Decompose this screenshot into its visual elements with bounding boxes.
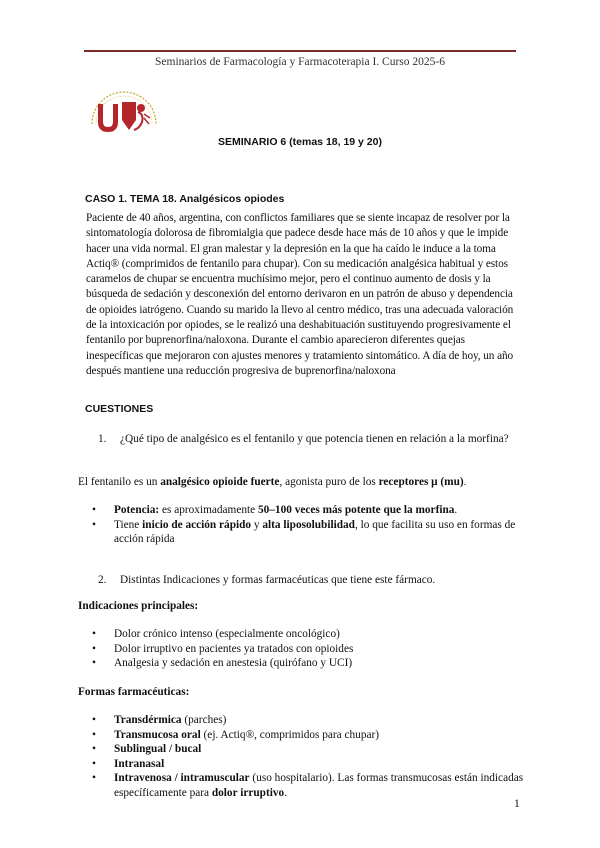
bold-run: receptores μ (mu) <box>378 476 464 488</box>
bold-run: Transmucosa oral <box>114 728 201 741</box>
list-item <box>114 713 524 728</box>
list-item <box>114 771 524 800</box>
text-run: Tiene <box>114 518 143 531</box>
text-run: . <box>454 504 458 516</box>
question-text: Distintas Indicaciones y formas farmacéuticas que tiene este fármaco. <box>120 574 436 586</box>
case-title: CASO 1. TEMA 18. Analgésicos opiodes <box>85 193 285 205</box>
text-run: (ej. Actiq®, comprimidos para chupar) <box>200 728 380 741</box>
text-run: . <box>463 476 467 488</box>
bold-run: Potencia: <box>114 504 160 516</box>
bold-run: analgésico opioide fuerte <box>160 476 280 488</box>
text-run: es aproximadamente <box>159 504 258 516</box>
text-run: (uso hospitalario). Las formas transmucosas están indicadas específicamente para <box>114 772 524 799</box>
formas-heading: Formas farmacéuticas: <box>78 686 190 698</box>
question-text: ¿Qué tipo de analgésico es el fentanilo y que potencia tienen en relación a la morfina? <box>120 433 509 445</box>
header-rule <box>84 50 516 52</box>
indicaciones-heading: Indicaciones principales: <box>78 600 199 612</box>
bold-run: Intranasal <box>114 757 165 770</box>
text-run: . <box>284 786 287 799</box>
text-run: y <box>251 518 263 531</box>
list-item <box>114 518 524 547</box>
seminar-title: SEMINARIO 6 (temas 18, 19 y 20) <box>218 136 382 148</box>
bold-run: inicio de acción rápido <box>142 518 252 531</box>
list-item <box>114 757 524 772</box>
text-run: , agonista puro de los <box>279 476 379 488</box>
formas-list <box>114 713 524 801</box>
list-item: • Dolor irruptivo en pacientes ya tratados con opioides <box>114 642 524 657</box>
answer-1-paragraph <box>78 476 518 488</box>
text-run: , lo que facilita su uso en formas de acción rápida <box>114 518 516 546</box>
indicaciones-list <box>114 627 524 671</box>
answer-1-bullets <box>114 503 524 547</box>
list-item: • Dolor crónico intenso (especialmente oncológico) <box>114 627 524 642</box>
university-logo <box>86 84 162 136</box>
list-item <box>114 503 524 518</box>
list-item: • Analgesia y sedación en anestesia (quirófano y UCI) <box>114 656 524 671</box>
text-run: (parches) <box>181 714 227 726</box>
list-item <box>114 728 524 743</box>
case-description: Paciente de 40 años, argentina, con conflictos familiares que se siente incapaz de resolver por la sintomatología dolorosa de fibromialgia que padece desde hace más de 10 años y que le impide hacer una vida normal. El gran malestar y la depresión en la que ha caído le induce a la toma Actiq® (comprimidos de fentanilo para chupar). Con su medicación analgésica habitual y estos caramelos de chupar se encuentra muchísimo mejor, pero el continuo aumento de dosis y la búsqueda de sedación y desconexión del entorno derivaron en un patrón de abuso y dependencia de opioides iatrógeno. Cuando su marido la llevo al centro médico, tras una adecuada valoración de la intoxicación por opiodes, se le realizó una deshabituación sustituyendo progresivamente el fentanilo por buprenorfina/naloxona. Durante el cambio aparecieron diferentes quejas inespecíficas que mejoraron con ajustes menores y tratamiento sintomático. A día de hoy, un año después mantiene una reducción progresiva de buprenorfina/naloxona <box>86 212 514 377</box>
question-number: 1. <box>98 433 107 445</box>
running-header: Seminarios de Farmacología y Farmacoterapia I. Curso 2025-6 <box>155 56 445 68</box>
bold-run: Sublingual / bucal <box>114 743 202 756</box>
bold-run: dolor irruptivo <box>211 786 285 799</box>
bold-run: 50–100 veces más potente que la morfina <box>257 504 455 516</box>
cuestiones-heading: CUESTIONES <box>85 403 154 415</box>
bold-run: alta liposolubilidad <box>262 518 355 531</box>
page-number: 1 <box>514 798 520 810</box>
bold-run: Intravenosa / intramuscular <box>114 772 250 785</box>
text-run: El fentanilo es un <box>78 476 161 488</box>
question-number: 2. <box>98 574 107 586</box>
bold-run: Transdérmica <box>114 714 182 726</box>
list-item <box>114 742 524 757</box>
